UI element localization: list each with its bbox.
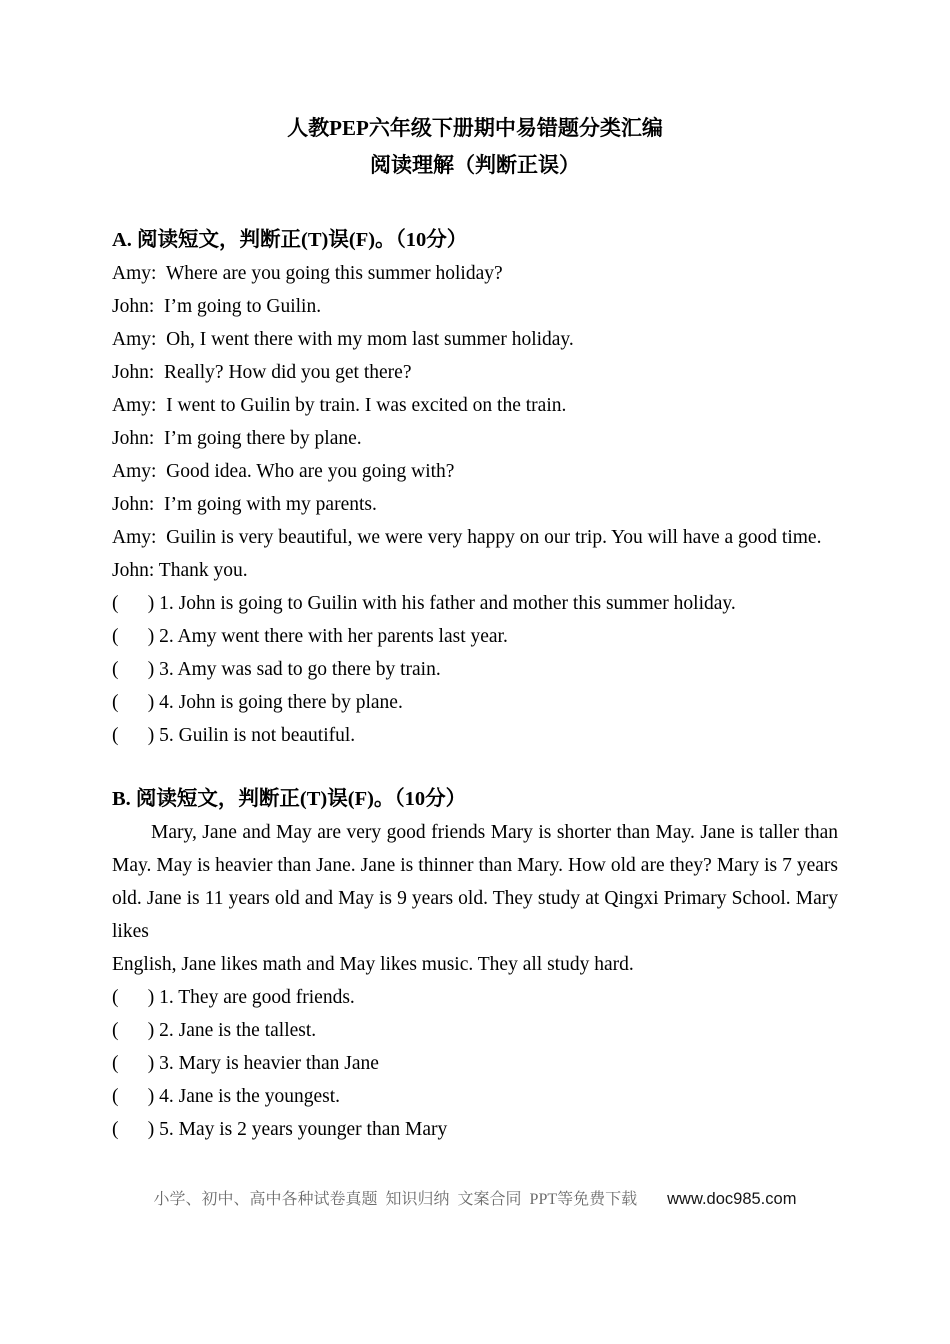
- dialogue-line: John: Thank you.: [112, 560, 248, 581]
- dialogue-line: John: Really? How did you get there?: [112, 362, 412, 383]
- question-line: ( ) 3. Amy was sad to go there by train.: [112, 659, 441, 680]
- section-b-passage: [112, 816, 838, 981]
- section-b-questions: [112, 981, 838, 1146]
- question-line: ( ) 5. May is 2 years younger than Mary: [112, 1119, 448, 1140]
- dialogue-line: Amy: Where are you going this summer holiday?: [112, 263, 503, 284]
- section-b-heading: B. 阅读短文，判断正(T)误(F)。（10分）: [112, 788, 467, 810]
- section-b: [112, 783, 838, 1146]
- footer-site-url: www.doc985.com: [667, 1190, 797, 1208]
- question-line: ( ) 5. Guilin is not beautiful.: [112, 725, 356, 746]
- document-subtitle: 阅读理解（判断正误）: [370, 153, 580, 177]
- section-a-dialogue: [112, 257, 838, 587]
- passage-line: May. May is heavier than Jane. Jane is thinner than Mary. How old are they? Mary is 7 years: [112, 855, 838, 876]
- passage-line: likes: [112, 921, 149, 942]
- document-title: 人教PEP六年级下册期中易错题分类汇编: [287, 116, 663, 140]
- question-line: ( ) 2. Amy went there with her parents last year.: [112, 626, 508, 647]
- question-line: ( ) 2. Jane is the tallest.: [112, 1020, 317, 1041]
- dialogue-line: Amy: Oh, I went there with my mom last summer holiday.: [112, 329, 574, 350]
- question-line: ( ) 4. Jane is the youngest.: [112, 1086, 341, 1107]
- question-line: ( ) 4. John is going there by plane.: [112, 692, 403, 713]
- question-line: ( ) 1. They are good friends.: [112, 987, 355, 1008]
- passage-line: English, Jane likes math and May likes music. They all study hard.: [112, 954, 634, 975]
- section-a-heading: A. 阅读短文，判断正(T)误(F)。（10分）: [112, 229, 468, 251]
- page-footer: [0, 1186, 950, 1209]
- dialogue-line: Amy: Good idea. Who are you going with?: [112, 461, 455, 482]
- passage-line: old. Jane is 11 years old and May is 9 years old. They study at Qingxi Primary School. Mary: [112, 888, 838, 909]
- section-a-questions: [112, 587, 838, 752]
- dialogue-line: Amy: I went to Guilin by train. I was excited on the train.: [112, 395, 567, 416]
- section-a: [112, 224, 838, 752]
- passage-line: Mary, Jane and May are very good friends Mary is shorter than May. Jane is taller than: [151, 822, 838, 843]
- footer-promo-text: 小学、初中、高中各种试卷真题 知识归纳 文案合同 PPT等免费下载: [153, 1191, 638, 1208]
- question-line: ( ) 3. Mary is heavier than Jane: [112, 1053, 379, 1074]
- dialogue-line: John: I’m going there by plane.: [112, 428, 362, 449]
- dialogue-line: John: I’m going with my parents.: [112, 494, 377, 515]
- page-content: [112, 110, 838, 1146]
- dialogue-line: Amy: Guilin is very beautiful, we were very happy on our trip. You will have a good time.: [112, 527, 822, 548]
- dialogue-line: John: I’m going to Guilin.: [112, 296, 322, 317]
- question-line: ( ) 1. John is going to Guilin with his father and mother this summer holiday.: [112, 593, 736, 614]
